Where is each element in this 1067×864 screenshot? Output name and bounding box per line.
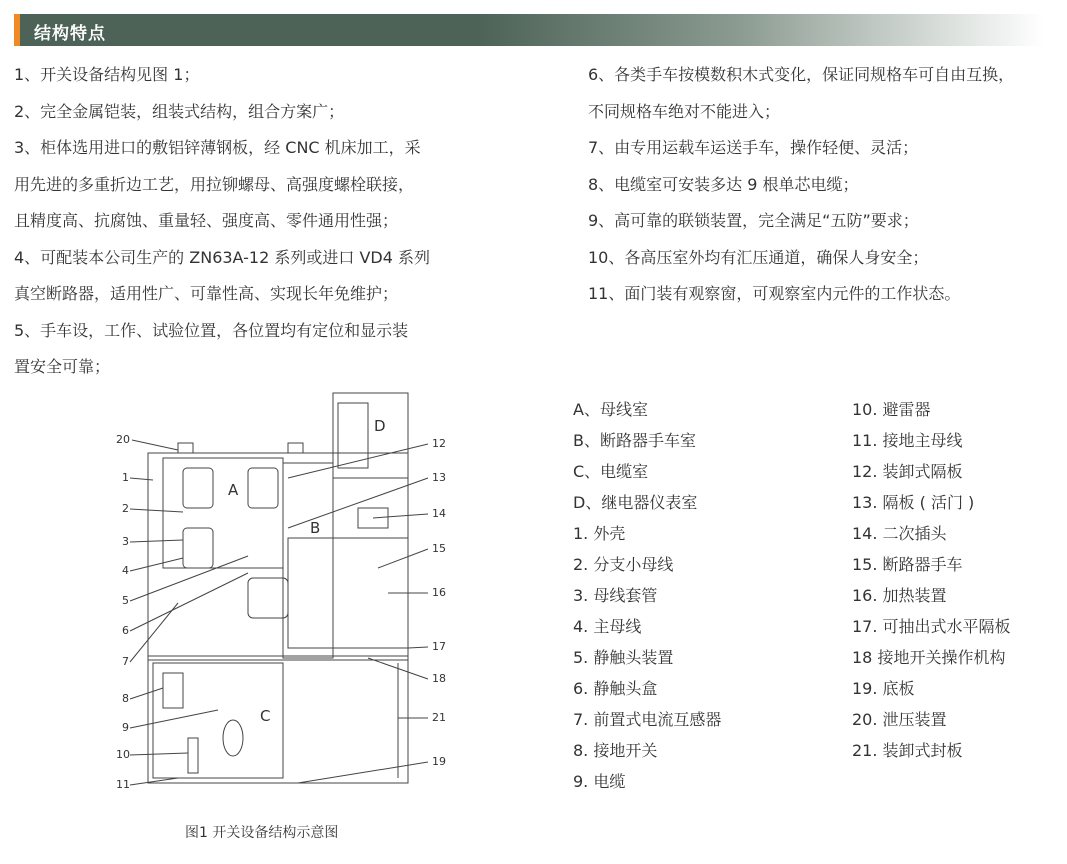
section-header — [14, 14, 1044, 46]
diagram-number: 4 — [122, 564, 129, 577]
diagram-number: 19 — [432, 755, 446, 768]
legend-item: 5. 静触头装置 — [573, 648, 674, 667]
relay-compartment — [333, 393, 408, 478]
legend-item: 4. 主母线 — [573, 617, 642, 636]
section-title: 结构特点 — [34, 24, 106, 44]
feature-line: 且精度高、抗腐蚀、重量轻、强度高、零件通用性强； — [14, 211, 399, 230]
diagram-number: 14 — [432, 507, 446, 520]
feature-line: 1、开关设备结构见图 1； — [14, 65, 200, 84]
feature-line: 8、电缆室可安装多达 9 根单芯电缆； — [588, 174, 859, 194]
diagram-number: 17 — [432, 640, 446, 653]
header-accent-bar — [14, 14, 20, 46]
diagram-number: 9 — [122, 721, 129, 734]
legend-item: 18 接地开关操作机构 — [852, 648, 1006, 667]
features-list-right — [588, 57, 1063, 313]
feature-line: 4、可配装本公司生产的 ZN63A-12 系列或进口 VD4 系列 — [14, 247, 430, 267]
diagram-letter-c: C — [260, 707, 271, 725]
diagram-number: 12 — [432, 437, 446, 450]
diagram-letter-d: D — [374, 417, 386, 435]
legend-item: 8. 接地开关 — [573, 741, 658, 760]
feature-line: 不同规格车绝对不能进入； — [588, 101, 781, 121]
legend-item: A、母线室 — [573, 400, 648, 419]
diagram-number: 8 — [122, 692, 129, 705]
legend-item: 19. 底板 — [852, 679, 915, 698]
busbar-compartment — [163, 458, 283, 568]
legend-item: C、电缆室 — [573, 462, 649, 481]
legend-item: 12. 装卸式隔板 — [852, 462, 963, 481]
legend-item: 13. 隔板 ( 活门 ) — [852, 493, 975, 512]
diagram-letter-a: A — [228, 481, 239, 499]
legend-item: D、继电器仪表室 — [573, 493, 698, 512]
diagram-number: 15 — [432, 542, 446, 555]
diagram-number: 21 — [432, 711, 446, 724]
legend-item: 9. 电缆 — [573, 772, 626, 791]
diagram-number: 1 — [122, 471, 129, 484]
legend-item: 14. 二次插头 — [852, 524, 947, 543]
diagram-letter-b: B — [310, 519, 321, 537]
feature-line: 10、各高压室外均有汇压通道，确保人身安全； — [588, 247, 929, 267]
legend-item: 21. 装卸式封板 — [852, 741, 963, 760]
feature-line: 11、面门装有观察窗，可观察室内元件的工作状态。 — [588, 284, 961, 303]
feature-line: 7、由专用运载车运送手车，操作轻便、灵活； — [588, 138, 919, 157]
legend-item: 1. 外壳 — [573, 524, 626, 543]
feature-line: 5、手车设，工作、试验位置，各位置均有定位和显示装 — [14, 320, 409, 340]
diagram-number: 13 — [432, 471, 446, 484]
legend-item: B、断路器手车室 — [573, 431, 696, 450]
feature-line: 真空断路器，适用性广、可靠性高、实现长年免维护； — [14, 284, 399, 303]
legend-item: 15. 断路器手车 — [852, 555, 963, 574]
figure-caption: 图1 开关设备结构示意图 — [185, 825, 339, 841]
switchgear-structure-diagram — [108, 388, 458, 798]
feature-line: 2、完全金属铠装，组装式结构，组合方案广； — [14, 101, 345, 121]
diagram-number: 5 — [122, 594, 129, 607]
diagram-number: 3 — [122, 535, 129, 548]
legend-item: 6. 静触头盒 — [573, 679, 658, 698]
legend-item: 17. 可抽出式水平隔板 — [852, 617, 1011, 636]
breaker-compartment — [283, 463, 333, 658]
feature-line: 9、高可靠的联锁装置，完全满足“五防”要求； — [588, 211, 919, 230]
legend-item: 2. 分支小母线 — [573, 555, 674, 574]
diagram-number: 2 — [122, 502, 129, 515]
legend-column-2 — [852, 394, 1062, 766]
diagram-number: 10 — [116, 748, 130, 761]
diagram-number: 16 — [432, 586, 446, 599]
legend-item: 20. 泄压装置 — [852, 710, 947, 729]
diagram-number: 18 — [432, 672, 446, 685]
legend-item: 10. 避雷器 — [852, 400, 931, 419]
legend-item: 7. 前置式电流互感器 — [573, 710, 722, 729]
diagram-number: 20 — [116, 433, 130, 446]
feature-line: 3、柜体选用进口的敷铝锌薄钢板，经 CNC 机床加工，采 — [14, 138, 421, 157]
legend-item: 11. 接地主母线 — [852, 431, 963, 450]
legend-item: 3. 母线套管 — [573, 586, 658, 605]
legend-item: 16. 加热装置 — [852, 586, 947, 605]
features-list-left — [14, 57, 514, 386]
diagram-number: 7 — [122, 655, 129, 668]
diagram-number: 11 — [116, 778, 130, 791]
legend-column-1 — [573, 394, 833, 797]
feature-line: 置安全可靠； — [14, 357, 111, 376]
feature-line: 用先进的多重折边工艺，用拉铆螺母、高强度螺栓联接， — [14, 174, 415, 194]
feature-line: 6、各类手车按模数积木式变化，保证同规格车可自由互换， — [588, 65, 1015, 84]
diagram-number: 6 — [122, 624, 129, 637]
